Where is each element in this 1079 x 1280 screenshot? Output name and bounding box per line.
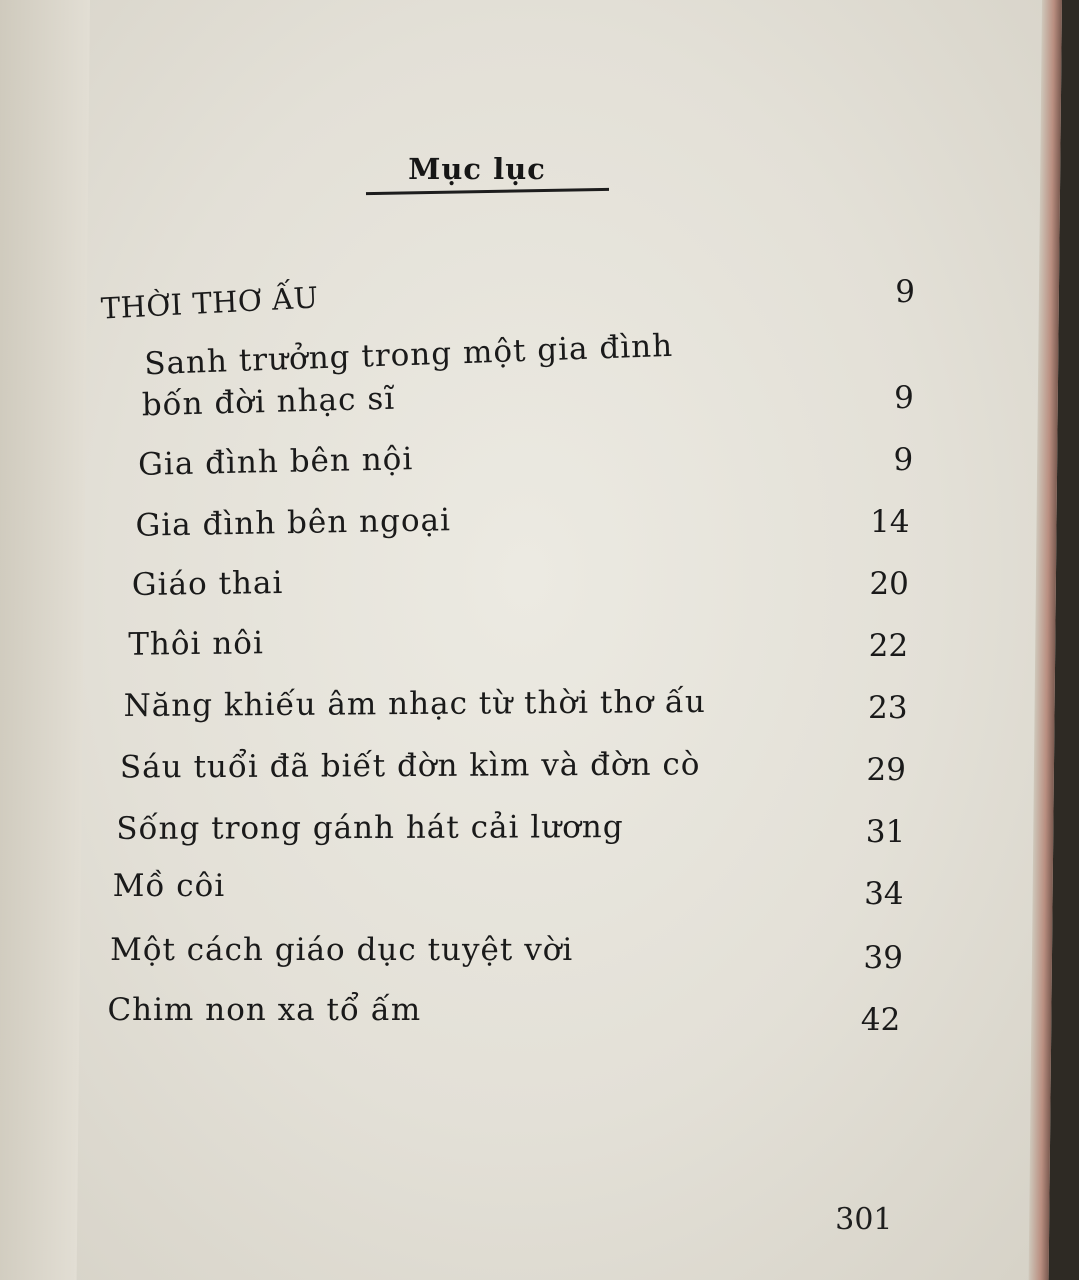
- toc-page-number: 42: [860, 1002, 901, 1038]
- toc-entry-continuation: bốn đời nhạc sĩ: [141, 380, 396, 424]
- toc-entry: Sống trong gánh hát cải lương: [116, 809, 624, 847]
- page-number-footer: 301: [835, 1202, 893, 1237]
- toc-page-number: 29: [866, 752, 907, 788]
- toc-page-number: 9: [893, 380, 915, 416]
- toc-section-title: THỜI THƠ ẤU: [100, 280, 320, 326]
- toc-page-number: 9: [895, 274, 916, 310]
- toc-page-number: 34: [863, 876, 904, 912]
- toc-entry: Mồ côi: [112, 868, 226, 904]
- toc-entry: Năng khiếu âm nhạc từ thời thơ ấu: [123, 683, 706, 725]
- toc-page-number: 20: [869, 566, 910, 602]
- toc-page-number: 14: [869, 504, 910, 540]
- toc-page-number: 9: [893, 442, 914, 478]
- toc-entry: Gia đình bên nội: [137, 441, 414, 483]
- toc-entry: Gia đình bên ngoại: [135, 502, 452, 544]
- toc-entry: Sáu tuổi đã biết đờn kìm và đờn cò: [119, 746, 701, 786]
- toc-entry: Một cách giáo dục tuyệt vời: [109, 932, 574, 968]
- toc-page-number: 23: [867, 690, 908, 726]
- toc-entry: Sanh trưởng trong một gia đình: [143, 327, 674, 383]
- toc-heading: Mục lục: [408, 152, 547, 186]
- toc-entry: Chim non xa tổ ấm: [107, 992, 422, 1028]
- toc-page-number: 31: [865, 814, 906, 850]
- toc-page-number: 39: [863, 940, 904, 976]
- toc-entry: Thôi nôi: [128, 625, 264, 663]
- toc-page-number: 22: [868, 628, 909, 664]
- toc-entry: Giáo thai: [131, 564, 284, 604]
